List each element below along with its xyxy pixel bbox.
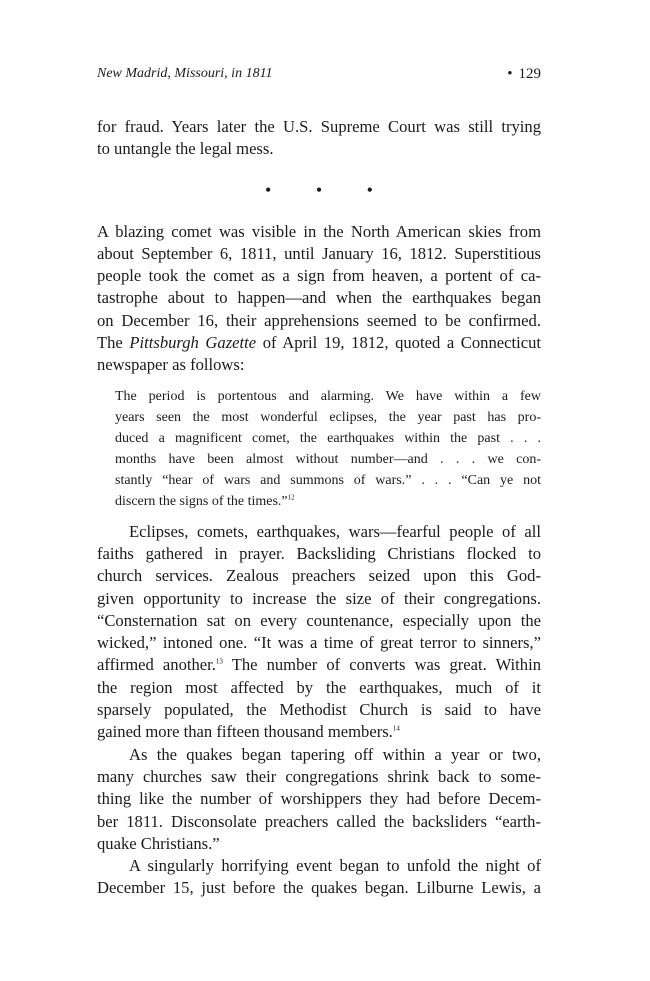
text-line: about September 6, 1811, until January 16, 1812. Superstitious [97,243,541,263]
text-fragment: discern the signs of the times.” [115,493,288,509]
paragraph-continued [97,116,541,161]
quote-line: years seen the most wonderful eclipses, the year past has pro- [115,409,541,425]
paragraph-backsliders [97,744,541,855]
text-line: sparsely populated, the Methodist Church is said to have [97,700,541,720]
quote-line: The period is portentous and alarming. We have within a few [115,388,541,404]
text-line: ber 1811. Disconsolate preachers called the backsliders “earth- [97,811,541,831]
quote-line [115,491,541,512]
block-quote [115,386,541,512]
running-title: New Madrid, Missouri, in 1811 [97,66,273,81]
text-line [97,721,541,743]
quote-line: stantly “hear of wars and summons of wars.” . . . “Can ye not [115,472,541,488]
text-line: on December 16, their apprehensions seemed to be confirmed. [97,310,541,330]
text-fragment: of April 19, 1812, quoted a Connecticut [256,333,541,353]
text-line: A blazing comet was visible in the North American skies from [97,221,541,241]
footnote-marker: 13 [215,657,223,666]
text-line: quake Christians.” [97,833,220,853]
header-bullet: • [507,66,513,82]
paragraph-comet [97,221,541,377]
text-line: people took the comet as a sign from heaven, a portent of ca- [97,266,541,286]
text-line: newspaper as follows: [97,355,245,375]
paragraph-lewis [97,855,541,900]
text-fragment: The [97,333,130,353]
text-line: A singularly horrifying event began to unfold the night of [129,856,541,876]
text-line: As the quakes began tapering off within a year or two, [129,744,541,764]
text-line: tastrophe about to happen—and when the earthquakes began [97,288,541,308]
text-line: thing like the number of worshippers they had before Decem- [97,789,541,809]
text-line [97,654,541,676]
quote-text [115,386,541,512]
running-header [97,66,541,86]
text-line: church services. Zealous preachers seized upon this God- [97,566,541,586]
text-fragment: gained more than fifteen thousand members. [97,722,393,742]
quote-line: months have been almost without number—and . . . we con- [115,451,541,467]
page-number: 129 [518,66,541,82]
page-folio [507,66,541,83]
newspaper-title: Pittsburgh Gazette [129,333,257,353]
text-line: faiths gathered in prayer. Backsliding Christians flocked to [97,543,541,563]
text-line: many churches saw their congregations shrink back to some- [97,766,541,786]
paragraph-eclipses [97,521,541,744]
text-line: December 15, just before the quakes began. Lilburne Lewis, a [97,878,541,898]
footnote-marker: 14 [392,724,400,733]
text-fragment: The number of converts was great. Within [222,655,541,675]
text-line: “Consternation sat on every countenance, especially upon the [97,610,541,630]
text-line: for fraud. Years later the U.S. Supreme Court was still trying [97,117,541,136]
footnote-marker: 12 [287,493,295,502]
body-text [97,116,541,900]
section-break: • • • [265,179,393,200]
text-line: to untangle the legal mess. [97,139,274,159]
text-line [97,332,541,354]
text-line: the region most affected by the earthquakes, much of it [97,677,541,697]
quote-line: duced a magnificent comet, the earthquakes within the past . . . [115,430,541,446]
text-line: given opportunity to increase the size of their congregations. [97,588,541,608]
text-fragment: affirmed another. [97,655,216,675]
text-line: wicked,” intoned one. “It was a time of great terror to sinners,” [97,633,541,653]
text-line: Eclipses, comets, earthquakes, wars—fearful people of all [129,521,541,541]
